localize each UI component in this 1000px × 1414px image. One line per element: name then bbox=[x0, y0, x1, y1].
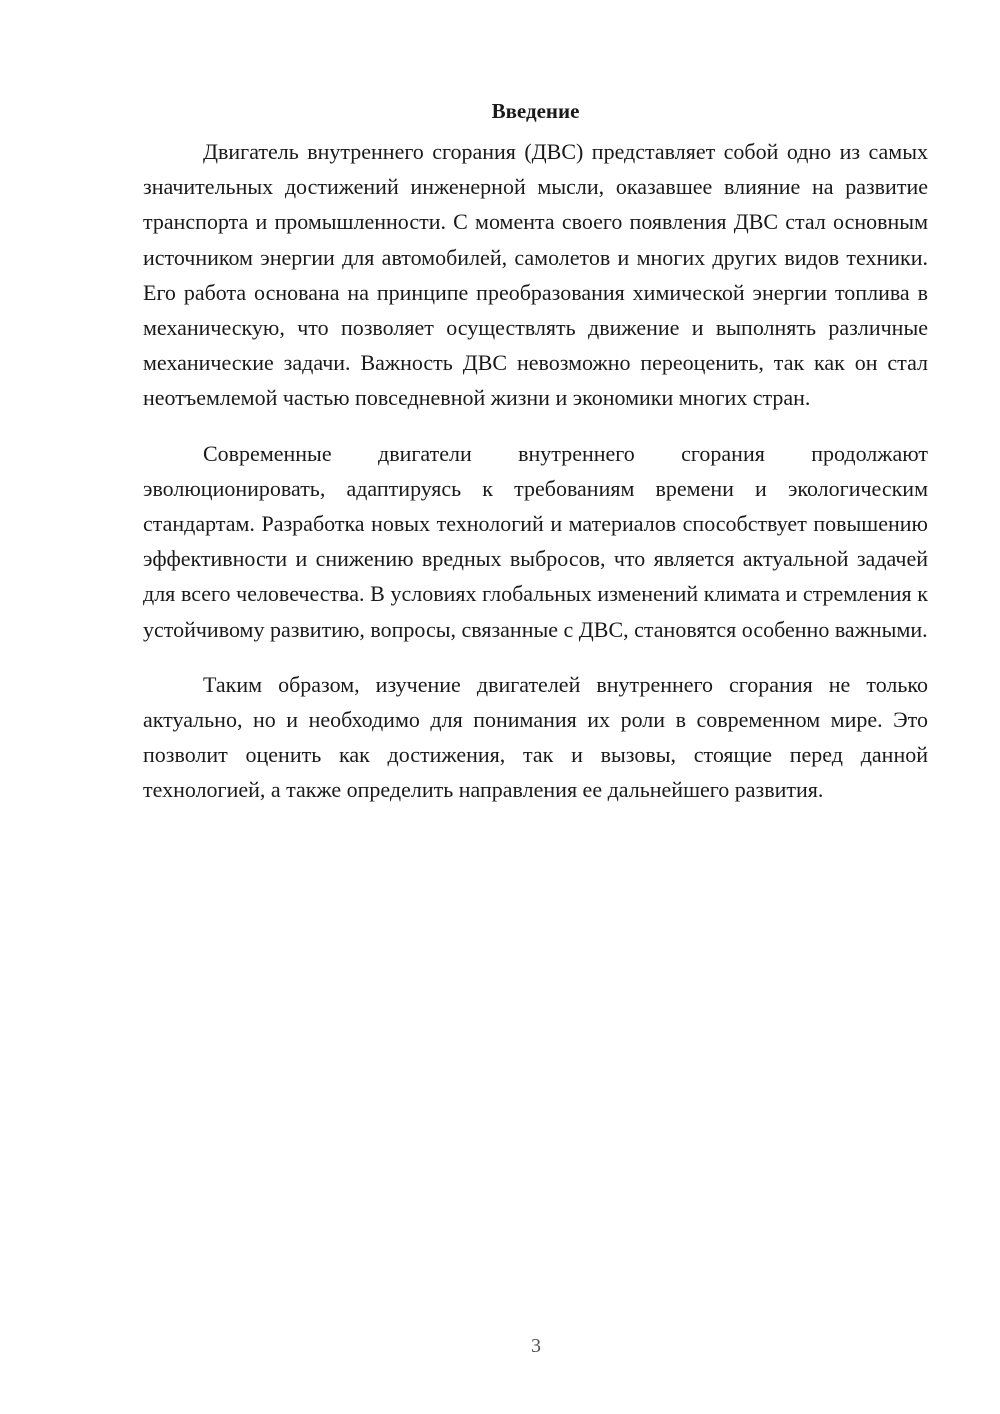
paragraph-3: Таким образом, изучение двигателей внутреннего сгорания не только актуально, но и необходимо для понимания их роли в современном мире. Это позволит оценить как достижения, так и вызовы, стоящие перед данной технологией, а также определить направления ее дальнейшего развития. bbox=[143, 671, 928, 803]
page-number: 3 bbox=[531, 1335, 541, 1357]
section-title: Введение bbox=[491, 99, 580, 123]
paragraph-2: Современные двигатели внутреннего сгорания продолжают эволюционировать, адаптируясь к требованиям времени и экологическим стандартам. Разработка новых технологий и материалов способствует повышению эффективности и снижению вредных выбросов, что является актуальной задачей для всего человечества. В условиях глобальных изменений климата и стремления к устойчивому развитию, вопросы, связанные с ДВС, становятся особенно важными. bbox=[143, 440, 928, 642]
paragraph-1: Двигатель внутреннего сгорания (ДВС) представляет собой одно из самых значительных достижений инженерной мысли, оказавшее влияние на развитие транспорта и промышленности. С момента своего появления ДВС стал основным источником энергии для автомобилей, самолетов и многих других видов техники. Его работа основана на принципе преобразования химической энергии топлива в механическую, что позволяет осуществлять движение и выполнять различные механические задачи. Важность ДВС невозможно переоценить, так как он стал неотъемлемой частью повседневной жизни и экономики многих стран. bbox=[143, 139, 928, 411]
page-content bbox=[143, 96, 928, 828]
